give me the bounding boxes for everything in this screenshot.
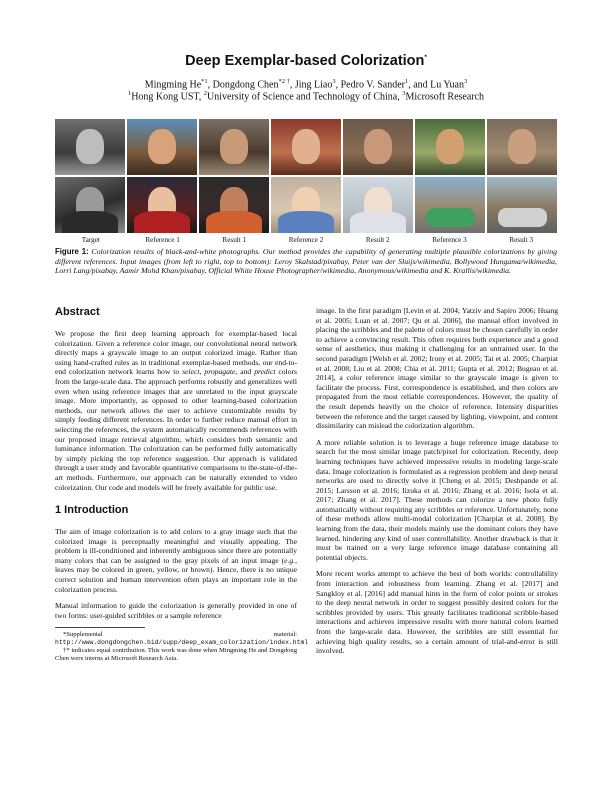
label-result-1: Result 1 bbox=[222, 236, 247, 244]
intro-paragraph-1: The aim of image colorization is to add colors to a gray image such that the colorized image is perceptually meaningful and visually appealing. The problem is ill-conditioned and inherently ambiguous since there are potentially many colors that can be assigned to the gray pixels of an input image (e.g., leaves may be colored in green, yellow, or brown). Hence, there is no unique correct solution and human intervention often plays an important role in the colorization process. bbox=[55, 527, 297, 594]
photo-result-6 bbox=[487, 177, 557, 233]
footnote-equal-contribution: †* indicates equal contribution. This work was done when Mingming He and Dongdong Chen were interns at Microsoft Research Asia. bbox=[55, 647, 297, 663]
footnote-rule bbox=[55, 627, 145, 628]
label-reference-1: Reference 1 bbox=[145, 236, 180, 244]
affiliations: $^1$Hong Kong UST, $^2$University of Science and Technology of China, $^3$Microsoft Research bbox=[127, 90, 485, 103]
figure-row-2 bbox=[55, 177, 557, 233]
photo-reference-1 bbox=[127, 119, 197, 175]
right-paragraph-2: A more reliable solution is to leverage a huge reference image database to search for the most similar image patch/pixel for colorization. Recently, deep learning techniques have achieved impressive results in modeling large-scale data. Image colorization is formulated as a regression problem and deep neural networks are used to directly solve it [Cheng et al. 2015; Deshpande et al. 2015; Larsson et al. 2016; Iizuka et al. 2016; Zhang et al. 2016; Isola et al. 2017; Zhang et al. 2017]. These methods can colorize a new photo fully automatically without requiring any scribbles or reference. Unfortunately, none of these methods allow multi-modal colorization [Charpiat et al. 2008]. By learning from the data, their models mainly use the dominant colors they have learned, hindering any kind of user controllability. Another drawback is that it must be trained on a very large reference image database containing all potential objects. bbox=[316, 437, 558, 562]
label-result-3: Result 3 bbox=[509, 236, 534, 244]
figure-caption-label: Figure 1: bbox=[55, 247, 89, 256]
photo-result-2 bbox=[343, 119, 413, 175]
photo-target-1 bbox=[55, 119, 125, 175]
introduction-heading: 1 Introduction bbox=[55, 504, 129, 517]
abstract-heading: Abstract bbox=[55, 306, 100, 318]
photo-result-3 bbox=[487, 119, 557, 175]
photo-result-5 bbox=[343, 177, 413, 233]
intro-paragraph-2: Manual information to guide the colorization is generally provided in one of two forms: user-guided scribbles or a sample reference bbox=[55, 601, 297, 620]
photo-target-2 bbox=[55, 177, 125, 233]
footnote-supplemental: *Supplemental material: http://www.dongdongchen.bid/supp/deep_exam_colorization/index.html bbox=[55, 631, 309, 647]
right-paragraph-3: More recent works attempt to achieve the best of both worlds: controllability from interaction and robustness from learning. Zhang et al. [2017] and Sangkloy et al. [2016] add manual hints in the form of color points or strokes to the deep neural network in order to suggest possibly desired colors for the scribbles provided by users. This greatly facilitates traditional scribble-based interactions and achieves impressive results with more natural colors learned from the large-scale data. However, the scribbles are still essential for achieving high quality results, so a certain amount of trial-and-error is still involved. bbox=[316, 569, 558, 656]
label-result-2: Result 2 bbox=[365, 236, 390, 244]
photo-reference-4 bbox=[127, 177, 197, 233]
photo-reference-5 bbox=[271, 177, 341, 233]
right-column bbox=[316, 306, 558, 663]
figure-column-labels bbox=[55, 236, 557, 244]
right-paragraph-1: image. In the first paradigm [Levin et al. 2004; Yatziv and Sapiro 2006; Huang et al. 2005; Luan et al. 2007; Qu et al. 2006], the manual effort involved in placing the scribbles and the palette of colors must be chosen carefully in order to achieve a convincing result. This often requires both experience and a good sense of aesthetics, thus making it challenging for an untrained user. In the second paradigm [Welsh et al. 2002; Irony et al. 2005; Tai et al. 2005; Charpiat et al. 2008; Liu et al. 2008; Chia et al. 2011; Gupta et al. 2012; Bugeau et al. 2014], a color reference image similar to the grayscale image is given to facilitate the process. First, correspondence is established, and then colors are propagated from the most reliable correspondences. However, the quality of the result depends heavily on the choice of reference. Intensity disparities between the reference and the target caused by lighting, viewpoint, and content dissimilarity can mislead the colorization algorithm. bbox=[316, 306, 558, 431]
photo-reference-2 bbox=[271, 119, 341, 175]
author-list: Mingming He$^{*1}$, Dongdong Chen$^{*2 \dagger}$, Jing Liao$^3$, Pedro V. Sander$^1$, and Lu Yuan$^3$ bbox=[144, 78, 468, 91]
label-reference-3: Reference 3 bbox=[432, 236, 467, 244]
photo-reference-6 bbox=[415, 177, 485, 233]
paper-title: Deep Exemplar-based Colorization* bbox=[185, 53, 427, 69]
abstract-text: We propose the first deep learning approach for exemplar-based local colorization. Given a reference color image, our convolutional neural network directly maps a grayscale image to an output colorized image. Rather than using hand-crafted rules as in traditional exemplar-based methods, our end-to-end colorization network learns how to select, propagate, and predict colors from the large-scale data. The approach performs robustly and generalizes well even when using reference images that are unrelated to the input grayscale image. More importantly, as opposed to other learning-based colorization methods, our network allows the user to achieve customizable results by simply feeding different references. In order to further reduce manual effort in selecting the references, the system automatically recommends references with our proposed image retrieval algorithm, which considers both semantic and luminance information. The colorization can be performed fully automatically by simply picking the top reference suggestion. Our approach is validated through a user study and favorable quantitative comparisons to the-state-of-the-art methods. Furthermore, our approach can be naturally extended to video colorization. Our code and models will be freely available for public use. bbox=[55, 329, 297, 492]
figure-caption bbox=[55, 247, 557, 276]
photo-result-4 bbox=[199, 177, 269, 233]
label-reference-2: Reference 2 bbox=[288, 236, 324, 244]
figure-row-1 bbox=[55, 119, 557, 175]
photo-reference-3 bbox=[415, 119, 485, 175]
left-column bbox=[55, 306, 309, 663]
figure-caption-text: Colorization results of black-and-white photographs. Our method provides the capability of generating multiple plausible colorizations by giving different references. Input images (from left to right, top to bottom): Leroy Skalstad/pixabay, Peter van der Sluijs/wikimedia, Bollywood Hungama/wikimedia, Lorri Lang/pixabay, Aamir Mohd Khan/pixabay, Official White House Photographer/wikimedia, Anonymous/wikimedia and K. Krallis/wikimedia. bbox=[55, 247, 557, 276]
photo-result-1 bbox=[199, 119, 269, 175]
label-target: Target bbox=[81, 236, 100, 244]
